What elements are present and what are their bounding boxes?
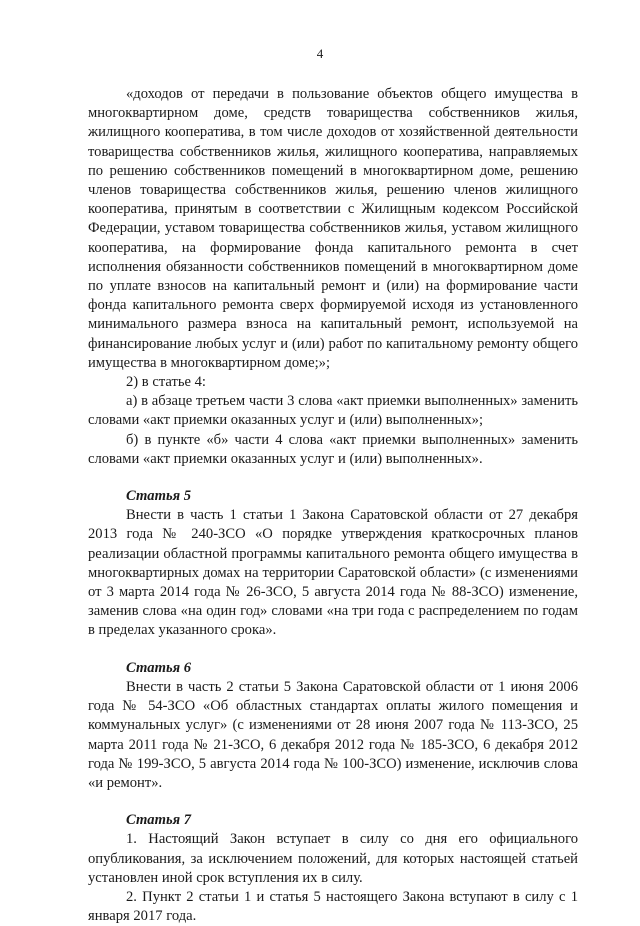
article-7-clause-1: 1. Настоящий Закон вступает в силу со дня его официального опубликования, за исключением положений, для которых настоящей статьей установлен иной срок вступления их в силу. xyxy=(88,831,578,886)
article-5-text: Внести в часть 1 статьи 1 Закона Саратовской области от 27 декабря 2013 года № 240-ЗСО «О порядке утверждения краткосрочных планов реализации областной программы капитального ремонта общего имущества в многоквартирных домах на территории Саратовской области» (с изменениями от 3 марта 2014 года № 26-ЗСО, 5 августа 2014 года № 88-ЗСО) изменение, заменив слова «на один год» словами «на три года с распределением по годам в пределах указанного срока». xyxy=(88,507,578,639)
amendment-quote-paragraph: «доходов от передачи в пользование объектов общего имущества в многоквартирном доме, средств товарищества собственников жилья, жилищного кооператива, в том числе доходов от хозяйственной деятельности товарищества собственников жилья, жилищного кооператива, направляемых по решению собственников помещений в многоквартирном доме, решению членов товарищества собственников жилья, решению членов жилищного кооператива, принятым в соответствии с Жилищным кодексом Российской Федерации, уставом товарищества собственников жилья, уставом жилищного кооператива, на формирование фонда капитального ремонта в счет исполнения обязанности собственников помещений в многоквартирном доме по уплате взносов на капитальный ремонт и (или) на формирование части фонда капитального ремонта сверх формируемой исходя из установленного минимального размера взноса на капитальный ремонт, используемой на финансирование любых услуг и (или) работ по капитальному ремонту общего имущества в многоквартирном доме;»; xyxy=(88,86,578,371)
document-body xyxy=(88,85,578,926)
article-6-title: Статья 6 xyxy=(126,659,192,676)
article-6-text: Внести в часть 2 статьи 5 Закона Саратовской области от 1 июня 2006 года № 54-ЗСО «Об областных стандартах оплаты жилого помещения и коммунальных услуг» (с изменениями от 28 июня 2007 года № 113-ЗСО, 25 марта 2011 года № 21-ЗСО, 6 декабря 2012 года № 185-ЗСО, 6 декабря 2012 года № 199-ЗСО, 5 августа 2014 года № 100-ЗСО) изменение, исключив слова «и ремонт». xyxy=(88,678,578,791)
subitem-b-paragraph: б) в пункте «б» части 4 слова «акт приемки выполненных» заменить словами «акт приемки оказанных услуг и (или) выполненных». xyxy=(88,431,578,467)
item-2-paragraph: 2) в статье 4: xyxy=(126,374,206,391)
article-5-title: Статья 5 xyxy=(126,488,192,505)
article-7-title: Статья 7 xyxy=(126,812,192,829)
article-7-clause-2: 2. Пункт 2 статьи 1 и статья 5 настоящего Закона вступают в силу с 1 января 2017 года. xyxy=(88,888,578,925)
page-number: 4 xyxy=(316,46,324,61)
subitem-a-paragraph: а) в абзаце третьем части 3 слова «акт приемки выполненных» заменить словами «акт приемки оказанных услуг и (или) выполненных»; xyxy=(88,393,578,429)
